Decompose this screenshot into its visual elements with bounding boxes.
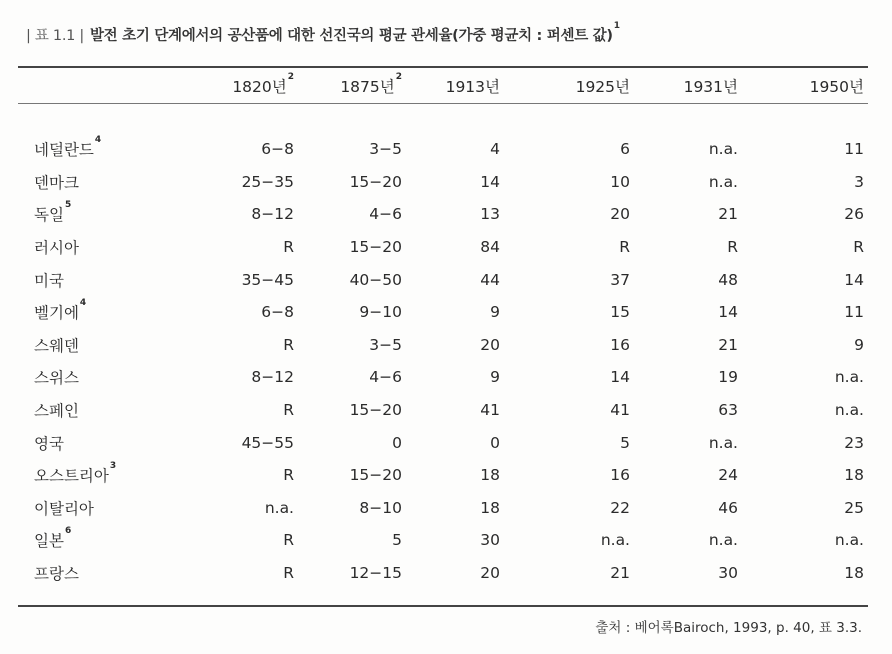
table-caption (26, 21, 620, 45)
tariff-value: R (283, 335, 294, 354)
tariff-value: 18 (480, 466, 500, 485)
tariff-value: 41 (480, 401, 500, 420)
tariff-value: R (283, 238, 294, 257)
table-row (18, 557, 868, 590)
tariff-value: 22 (610, 498, 630, 517)
country-name: 독일$^5$ (34, 200, 72, 225)
table-row (18, 231, 868, 264)
table-spacer-row (18, 103, 868, 133)
tariff-value: 40−50 (349, 270, 402, 289)
table-row (18, 524, 868, 557)
tariff-value: 30 (480, 531, 500, 550)
tariff-value: 4−6 (369, 205, 402, 224)
tariff-value: 0 (490, 433, 500, 452)
tariff-value: R (283, 401, 294, 420)
tariff-value: 21 (610, 564, 630, 583)
tariff-value: n.a. (600, 531, 630, 550)
tariff-value: 14 (844, 270, 864, 289)
tariff-value: 24 (718, 466, 738, 485)
tariff-value: 13 (480, 205, 500, 224)
country-name: 네덜란드$^4$ (34, 135, 102, 160)
tariff-value: 14 (480, 172, 500, 191)
tariff-value: 20 (480, 335, 500, 354)
tariff-value: 18 (844, 466, 864, 485)
header-year-1931: 1931년 (683, 77, 738, 96)
tariff-value: 16 (610, 335, 630, 354)
table-row (18, 361, 868, 394)
header-year-1925: 1925년 (575, 77, 630, 96)
tariff-value: 21 (718, 335, 738, 354)
tariff-value: 8−12 (251, 368, 294, 387)
tariff-value: 15−20 (349, 466, 402, 485)
tariff-value: 9 (854, 335, 864, 354)
tariff-value: R (619, 238, 630, 257)
tariff-value: n.a. (708, 140, 738, 159)
tariff-value: 30 (718, 564, 738, 583)
tariff-value: 41 (610, 401, 630, 420)
country-footnote-mark: 4 (94, 135, 102, 146)
tariff-value: R (283, 564, 294, 583)
tariff-value: 5 (392, 531, 402, 550)
tariff-value: 14 (718, 303, 738, 322)
tariff-value: 25−35 (241, 172, 294, 191)
tariff-value: 20 (610, 205, 630, 224)
tariff-value: n.a. (264, 498, 294, 517)
header-year-1950: 1950년 (809, 77, 864, 96)
country-name: 오스트리아$^3$ (34, 461, 117, 486)
tariff-value: 11 (844, 303, 864, 322)
tariff-value: 44 (480, 270, 500, 289)
country-name: 스페인 (34, 402, 79, 421)
tariff-value: n.a. (708, 433, 738, 452)
tariff-value: 4 (490, 140, 500, 159)
tariff-value: n.a. (834, 531, 864, 550)
tariff-value: 25 (844, 498, 864, 517)
tariff-value: 12−15 (349, 564, 402, 583)
tariff-value: 15−20 (349, 238, 402, 257)
tariff-value: 15−20 (349, 401, 402, 420)
table-row (18, 296, 868, 329)
tariff-value: 3−5 (369, 335, 402, 354)
tariff-value: 35−45 (241, 270, 294, 289)
tariff-value: 18 (844, 564, 864, 583)
country-name: 스웨덴 (34, 336, 79, 355)
country-name: 스위스 (34, 369, 79, 388)
tariff-value: 9−10 (359, 303, 402, 322)
table-row (18, 394, 868, 427)
source-citation: 출처 : 베어록Bairoch, 1993, p. 40, 표 3.3. (595, 620, 862, 636)
tariff-value: 9 (490, 303, 500, 322)
country-name: 러시아 (34, 239, 79, 258)
tariff-value: n.a. (834, 368, 864, 387)
tariff-value: 4−6 (369, 368, 402, 387)
header-year-1913: 1913년 (445, 77, 500, 96)
tariff-value: 16 (610, 466, 630, 485)
tariff-value: 10 (610, 172, 630, 191)
tariff-value: 5 (620, 433, 630, 452)
table-row (18, 492, 868, 525)
tariff-value: 46 (718, 498, 738, 517)
tariff-value: 3 (854, 172, 864, 191)
country-name: 영국 (34, 434, 64, 453)
tariff-value: 15−20 (349, 172, 402, 191)
tariff-value: 23 (844, 433, 864, 452)
table-row (18, 198, 868, 231)
table-row (18, 426, 868, 459)
caption-footnote-mark: 1 (613, 21, 620, 31)
country-footnote-mark: 4 (79, 298, 87, 309)
country-footnote-mark: 3 (109, 461, 117, 472)
tariff-value: 18 (480, 498, 500, 517)
tariff-value: n.a. (708, 531, 738, 550)
tariff-value: R (727, 238, 738, 257)
tariff-value: 26 (844, 205, 864, 224)
tariff-value: 0 (392, 433, 402, 452)
country-name: 미국 (34, 271, 64, 290)
tariff-value: 21 (718, 205, 738, 224)
tariff-value: n.a. (708, 172, 738, 191)
table-row (18, 133, 868, 166)
tariff-value: 6 (620, 140, 630, 159)
tariff-value: n.a. (834, 401, 864, 420)
table-row (18, 459, 868, 492)
country-footnote-mark: 5 (64, 200, 72, 211)
tariff-value: 63 (718, 401, 738, 420)
tariff-value: 14 (610, 368, 630, 387)
tariff-value: 84 (480, 238, 500, 257)
table-row (18, 263, 868, 296)
country-name: 벨기에$^4$ (34, 298, 87, 323)
table-row (18, 166, 868, 199)
tariff-value: R (283, 466, 294, 485)
table-row (18, 329, 868, 362)
tariff-value: 6−8 (261, 303, 294, 322)
country-name: 이탈리아 (34, 499, 94, 518)
tariff-value: 45−55 (241, 433, 294, 452)
tariff-value: 20 (480, 564, 500, 583)
tariff-value: 6−8 (261, 140, 294, 159)
country-name: 일본$^6$ (34, 526, 72, 551)
header-year-1820: 1820년$^2$ (232, 71, 294, 96)
tariff-value: 11 (844, 140, 864, 159)
tariff-value: 37 (610, 270, 630, 289)
header-year-1875: 1875년$^2$ (340, 71, 402, 96)
country-footnote-mark: 6 (64, 526, 72, 537)
table-header-row (18, 68, 868, 103)
tariff-value: 8−10 (359, 498, 402, 517)
table-number: | 표 1.1 | (26, 28, 84, 44)
tariff-value: 8−12 (251, 205, 294, 224)
country-name: 프랑스 (34, 565, 79, 584)
tariff-table (18, 68, 868, 589)
tariff-value: R (853, 238, 864, 257)
country-name: 덴마크 (34, 173, 79, 192)
tariff-value: 3−5 (369, 140, 402, 159)
tariff-value: 19 (718, 368, 738, 387)
tariff-value: 48 (718, 270, 738, 289)
tariff-value: R (283, 531, 294, 550)
tariff-value: 15 (610, 303, 630, 322)
table-title: 발전 초기 단계에서의 공산품에 대한 선진국의 평균 관세율(가중 평균치 : 퍼센트 값) (89, 28, 613, 44)
table-bottom-rule (18, 605, 868, 607)
tariff-value: 9 (490, 368, 500, 387)
header-country (18, 68, 160, 103)
